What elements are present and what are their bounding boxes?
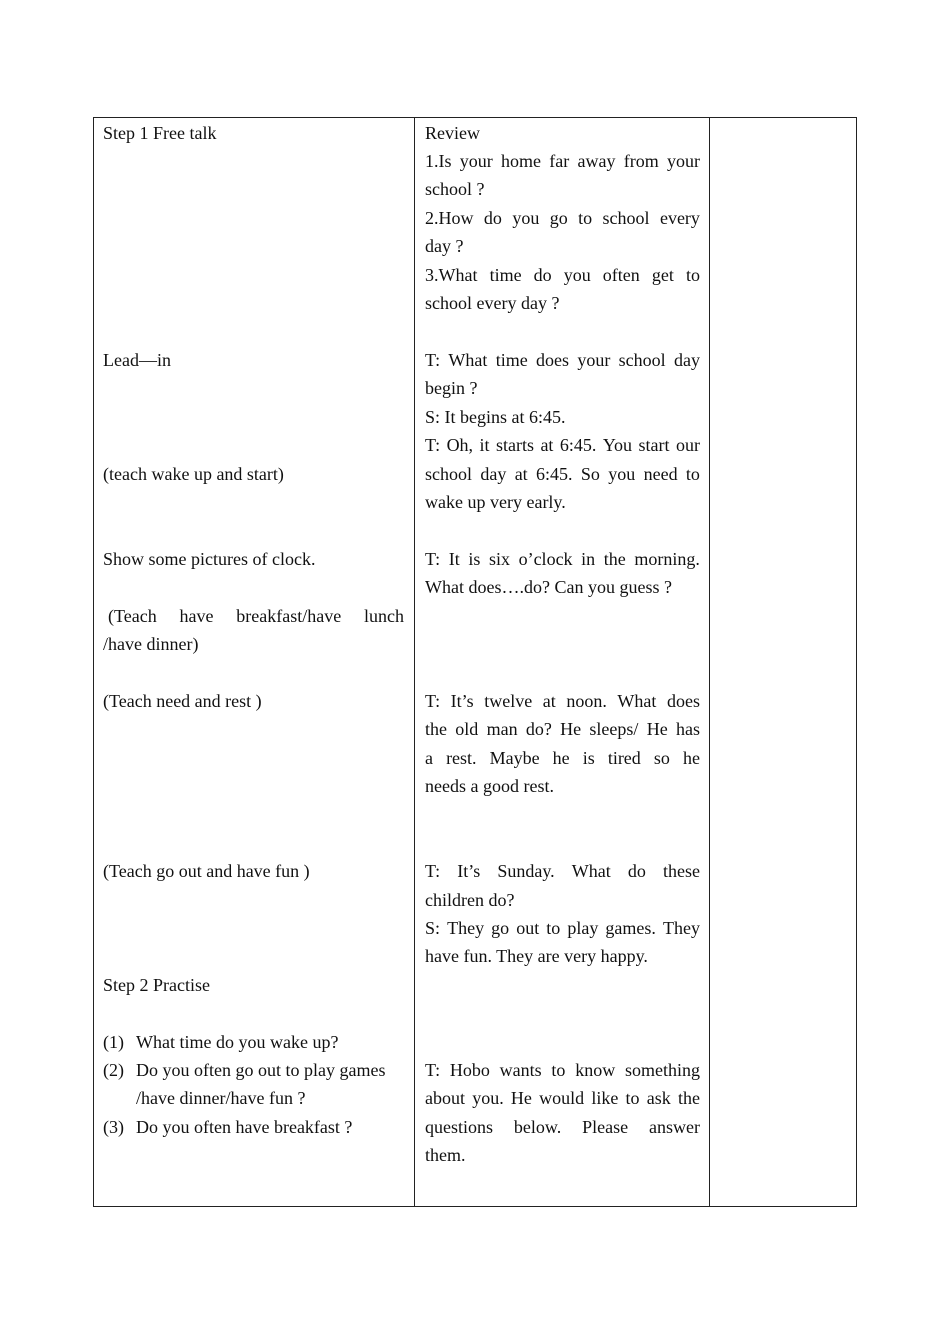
step2-title: Step 2 Practise bbox=[103, 975, 210, 995]
word: Please bbox=[582, 1117, 629, 1137]
word: 6:45. bbox=[559, 435, 597, 455]
word: your bbox=[459, 151, 493, 171]
word: It bbox=[448, 549, 460, 569]
word: 6:45. bbox=[536, 464, 573, 484]
word: noon. bbox=[566, 691, 607, 711]
rest-dialogue-line bbox=[425, 715, 700, 743]
word: at bbox=[514, 464, 528, 484]
word: 1.Is bbox=[425, 151, 452, 171]
word: the bbox=[603, 549, 626, 569]
word: It’s bbox=[457, 861, 481, 881]
word: is bbox=[582, 748, 595, 768]
word: games. bbox=[605, 918, 656, 938]
word: day bbox=[480, 464, 507, 484]
word: T: bbox=[425, 691, 441, 711]
word: He bbox=[510, 1088, 532, 1108]
practise-item-number: (3) bbox=[103, 1117, 124, 1137]
word: does bbox=[666, 691, 700, 711]
step1-title: Step 1 Free talk bbox=[103, 123, 217, 143]
rest-dialogue-line bbox=[425, 744, 700, 772]
word: have bbox=[179, 606, 214, 626]
word: need bbox=[643, 464, 678, 484]
word: He bbox=[646, 719, 668, 739]
word: time bbox=[489, 265, 522, 285]
word: 2.How bbox=[425, 208, 474, 228]
word: T: bbox=[425, 1060, 441, 1080]
word: What bbox=[571, 861, 611, 881]
practise-item bbox=[103, 1056, 385, 1084]
word: questions bbox=[425, 1117, 494, 1137]
notes-column bbox=[711, 118, 856, 1206]
word: far bbox=[549, 151, 570, 171]
practise-item-text: Do you often have breakfast ? bbox=[136, 1117, 353, 1137]
word: he bbox=[682, 748, 700, 768]
word: you bbox=[563, 265, 591, 285]
word: do bbox=[533, 265, 552, 285]
word: old bbox=[455, 719, 479, 739]
word: your bbox=[666, 151, 700, 171]
review-title: Review bbox=[425, 123, 480, 143]
clock-dialogue-line bbox=[425, 545, 700, 573]
practise-item-number: (1) bbox=[103, 1032, 124, 1052]
word: to bbox=[685, 464, 700, 484]
word: the bbox=[425, 719, 447, 739]
word: does bbox=[536, 350, 570, 370]
practise-item-text: Do you often go out to play games bbox=[136, 1060, 386, 1080]
show-pictures-note: Show some pictures of clock. bbox=[103, 549, 316, 569]
word: it bbox=[479, 435, 490, 455]
word: play bbox=[567, 918, 599, 938]
hobo-instruction-line: them. bbox=[425, 1145, 466, 1165]
word: these bbox=[663, 861, 700, 881]
teach-breakfast-note-line1 bbox=[108, 602, 404, 630]
word: You bbox=[602, 435, 633, 455]
word: T: bbox=[425, 861, 441, 881]
word: below. bbox=[513, 1117, 562, 1137]
word: sleeps/ bbox=[589, 719, 639, 739]
practise-item-number: (2) bbox=[103, 1060, 124, 1080]
steps-column bbox=[94, 118, 415, 1206]
practise-item-text: What time do you wake up? bbox=[136, 1032, 339, 1052]
rest-dialogue-line: needs a good rest. bbox=[425, 776, 554, 796]
word: start bbox=[638, 435, 670, 455]
word: tired bbox=[607, 748, 641, 768]
word: morning. bbox=[634, 549, 700, 569]
practise-item bbox=[103, 1113, 352, 1141]
word: What bbox=[617, 691, 657, 711]
word: twelve bbox=[484, 691, 533, 711]
word: from bbox=[623, 151, 659, 171]
review-question-2-line1 bbox=[425, 204, 700, 232]
practise-item bbox=[103, 1028, 338, 1056]
word: Maybe bbox=[489, 748, 540, 768]
word: It’s bbox=[450, 691, 474, 711]
word: a bbox=[425, 748, 433, 768]
lead-in-label: Lead—in bbox=[103, 350, 171, 370]
word: you. bbox=[472, 1088, 504, 1108]
review-question-1-line1 bbox=[425, 147, 700, 175]
word: is bbox=[468, 549, 481, 569]
word: know bbox=[575, 1060, 616, 1080]
word: So bbox=[580, 464, 600, 484]
review-question-3-line1 bbox=[425, 261, 700, 289]
word: What bbox=[448, 350, 488, 370]
word: breakfast/have bbox=[236, 606, 342, 626]
word: o’clock bbox=[518, 549, 573, 569]
word: 3.What bbox=[425, 265, 478, 285]
word: often bbox=[602, 265, 640, 285]
word: to bbox=[578, 208, 593, 228]
hobo-instruction-line bbox=[425, 1113, 700, 1141]
word: home bbox=[501, 151, 541, 171]
word: T: bbox=[425, 350, 441, 370]
fun-dialogue-line: have fun. They are very happy. bbox=[425, 946, 648, 966]
rest-dialogue-line bbox=[425, 687, 700, 715]
word: the bbox=[677, 1088, 700, 1108]
word: starts bbox=[495, 435, 534, 455]
word: Oh, bbox=[446, 435, 474, 455]
word: wants bbox=[499, 1060, 542, 1080]
word: he bbox=[552, 748, 570, 768]
word: Sunday. bbox=[497, 861, 555, 881]
word: our bbox=[675, 435, 700, 455]
word: S: bbox=[425, 918, 441, 938]
word: has bbox=[675, 719, 700, 739]
word: do bbox=[483, 208, 502, 228]
word: They bbox=[662, 918, 700, 938]
word: T: bbox=[425, 549, 441, 569]
word: to bbox=[685, 265, 700, 285]
word: They bbox=[447, 918, 485, 938]
word: do bbox=[627, 861, 646, 881]
word: to bbox=[551, 1060, 566, 1080]
word: you bbox=[512, 208, 540, 228]
word: Hobo bbox=[449, 1060, 490, 1080]
word: man bbox=[486, 719, 518, 739]
teach-go-out-note: (Teach go out and have fun ) bbox=[103, 861, 310, 881]
word: go bbox=[549, 208, 568, 228]
fun-dialogue-line bbox=[425, 857, 700, 885]
activities-column bbox=[416, 118, 710, 1206]
word: away bbox=[577, 151, 616, 171]
word: school bbox=[602, 208, 650, 228]
word: lunch bbox=[363, 606, 404, 626]
word: out bbox=[516, 918, 540, 938]
word: like bbox=[591, 1088, 619, 1108]
word: every bbox=[659, 208, 700, 228]
word: go bbox=[491, 918, 510, 938]
word: He bbox=[560, 719, 582, 739]
word: ask bbox=[646, 1088, 671, 1108]
lead-in-dialogue-line bbox=[425, 346, 700, 374]
word: T: bbox=[425, 435, 441, 455]
lead-in-dialogue-line: wake up very early. bbox=[425, 492, 566, 512]
teach-wake-up-note: (teach wake up and start) bbox=[103, 464, 284, 484]
word: school bbox=[425, 464, 472, 484]
word: about bbox=[425, 1088, 465, 1108]
word: would bbox=[539, 1088, 585, 1108]
fun-dialogue-line bbox=[425, 914, 700, 942]
practise-item-continuation: /have dinner/have fun ? bbox=[136, 1088, 306, 1108]
word: do? bbox=[525, 719, 552, 739]
review-question-1-line2: school ? bbox=[425, 179, 485, 199]
word: to bbox=[546, 918, 561, 938]
word: day bbox=[673, 350, 700, 370]
word: time bbox=[495, 350, 528, 370]
word: something bbox=[624, 1060, 700, 1080]
word: in bbox=[581, 549, 596, 569]
teach-breakfast-note-line2: /have dinner) bbox=[103, 634, 199, 654]
review-question-2-line2: day ? bbox=[425, 236, 464, 256]
word: school bbox=[618, 350, 666, 370]
word: (Teach bbox=[108, 606, 157, 626]
lead-in-dialogue-line bbox=[425, 460, 700, 488]
word: at bbox=[542, 691, 556, 711]
word: so bbox=[653, 748, 670, 768]
word: answer bbox=[649, 1117, 700, 1137]
word: rest. bbox=[446, 748, 477, 768]
lead-in-dialogue-line bbox=[425, 431, 700, 459]
review-question-3-line2: school every day ? bbox=[425, 293, 560, 313]
hobo-instruction-line bbox=[425, 1084, 700, 1112]
hobo-instruction-line bbox=[425, 1056, 700, 1084]
teach-need-rest-note: (Teach need and rest ) bbox=[103, 691, 262, 711]
word: six bbox=[488, 549, 510, 569]
lesson-plan-table bbox=[93, 117, 857, 1207]
lead-in-dialogue-line: begin ? bbox=[425, 378, 478, 398]
word: you bbox=[608, 464, 636, 484]
fun-dialogue-line: children do? bbox=[425, 890, 515, 910]
word: get bbox=[651, 265, 674, 285]
word: your bbox=[577, 350, 611, 370]
lead-in-dialogue-line: S: It begins at 6:45. bbox=[425, 407, 566, 427]
clock-dialogue-line: What does….do? Can you guess ? bbox=[425, 577, 672, 597]
word: at bbox=[540, 435, 554, 455]
word: to bbox=[625, 1088, 640, 1108]
